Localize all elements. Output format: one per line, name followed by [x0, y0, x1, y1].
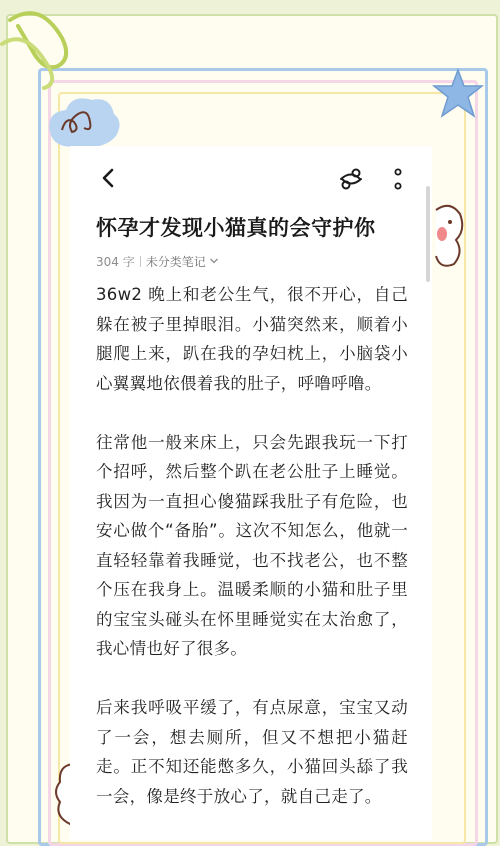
note-meta: [96, 252, 219, 270]
paragraph: 后来我呼吸平缓了，有点尿意，宝宝又动了一会，想去厕所，但又不想把小猫赶走。正不知还能憋多久，小猫回头舔了我一会，像是终于放心了，就自己走了。: [96, 698, 408, 806]
note-screen: [70, 146, 432, 840]
chevron-left-icon: [99, 167, 117, 189]
share-nodes-icon: [338, 166, 364, 192]
share-button[interactable]: [336, 164, 366, 194]
scrollbar[interactable]: [426, 186, 430, 282]
word-count: 304 字: [96, 254, 135, 269]
meta-divider: [140, 256, 141, 267]
category-selector[interactable]: [146, 253, 219, 270]
category-label: 未分类笔记: [145, 254, 206, 269]
note-body: [96, 280, 408, 840]
bunny-doodle-icon: [430, 200, 466, 270]
note-title: 怀孕才发现小猫真的会守护你: [96, 216, 376, 240]
more-vertical-icon: [393, 167, 403, 191]
star-icon: [428, 66, 484, 122]
top-toolbar: [70, 160, 432, 196]
cloud-doodle-icon: [44, 92, 124, 154]
paperclip-icon: [0, 0, 80, 90]
paragraph: 36w2 晚上和老公生气，很不开心，自己躲在被子里掉眼泪。小猫突然来，顺着小腿爬上来，趴在我的孕妇枕上，小脑袋小心翼翼地依偎着我的肚子，呼噜呼噜。: [96, 285, 408, 393]
more-options-button[interactable]: [384, 164, 412, 194]
back-button[interactable]: [94, 164, 122, 192]
paragraph: 往常他一般来床上，只会先跟我玩一下打个招呼，然后整个趴在老公肚子上睡觉。我因为一直担心傻猫踩我肚子有危险，也安心做个“备胎”。这次不知怎么，他就一直轻轻靠着我睡觉，也不找老公，也不整个压在我身上。温暖柔顺的小猫和肚子里的宝宝头碰头在怀里睡觉实在太治愈了，我心情也好了很多。: [96, 432, 408, 658]
chevron-down-icon: [209, 257, 219, 265]
